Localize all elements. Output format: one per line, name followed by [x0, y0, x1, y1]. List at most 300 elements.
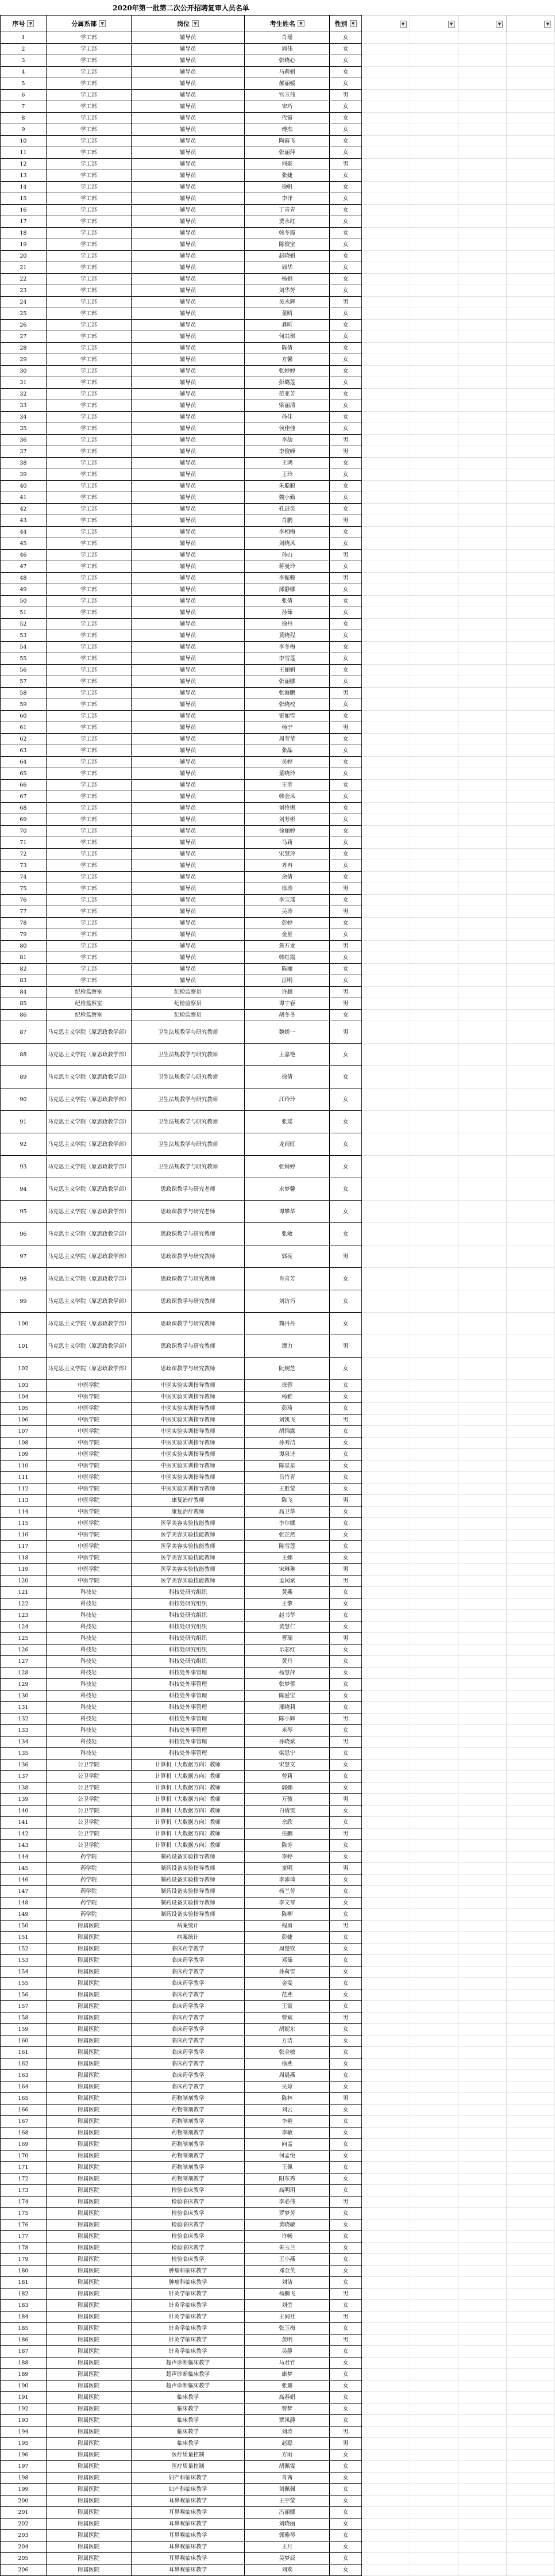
cell-department[interactable]: 马克思主义学院（原思政教学部）	[46, 1044, 131, 1066]
cell-position[interactable]: 耳鼻喉临床教学	[131, 2496, 245, 2507]
cell-name[interactable]: 马莉	[245, 837, 330, 849]
cell-index[interactable]: 132	[1, 1713, 47, 1725]
cell-index[interactable]: 86	[1, 1010, 47, 1021]
cell-index[interactable]: 135	[1, 1748, 47, 1759]
empty-cell[interactable]	[410, 1111, 458, 1133]
cell-gender[interactable]: 男	[330, 2438, 362, 2450]
empty-cell[interactable]	[410, 2392, 458, 2404]
cell-department[interactable]: 附属医院	[46, 1966, 131, 1978]
empty-cell[interactable]	[506, 1748, 554, 1759]
cell-department[interactable]: 学工部	[46, 504, 131, 515]
cell-index[interactable]: 48	[1, 573, 47, 584]
empty-cell[interactable]	[458, 596, 507, 607]
cell-name[interactable]: 王嘉艳	[245, 1044, 330, 1066]
empty-cell[interactable]	[410, 1426, 458, 1438]
cell-gender[interactable]: 女	[330, 711, 362, 722]
cell-index[interactable]: 54	[1, 642, 47, 653]
empty-cell[interactable]	[506, 90, 554, 101]
cell-name[interactable]: 吴永辉	[245, 297, 330, 308]
empty-cell[interactable]	[410, 216, 458, 228]
cell-gender[interactable]: 女	[330, 2484, 362, 2496]
cell-index[interactable]: 10	[1, 136, 47, 147]
cell-department[interactable]: 学工部	[46, 826, 131, 837]
cell-index[interactable]: 200	[1, 2496, 47, 2507]
empty-cell[interactable]	[410, 1223, 458, 1245]
cell-department[interactable]: 附属医院	[46, 2312, 131, 2323]
empty-cell[interactable]	[506, 2288, 554, 2300]
empty-cell[interactable]	[362, 1840, 410, 1851]
cell-department[interactable]: 学工部	[46, 573, 131, 584]
cell-position[interactable]: 辅导员	[131, 826, 245, 837]
cell-position[interactable]: 思政课教学与研究老师	[131, 1201, 245, 1223]
cell-gender[interactable]: 女	[330, 596, 362, 607]
cell-name[interactable]: 宫玉伟	[245, 90, 330, 101]
cell-index[interactable]: 102	[1, 1358, 47, 1380]
empty-cell[interactable]	[506, 2208, 554, 2220]
empty-cell[interactable]	[458, 814, 507, 826]
empty-cell[interactable]	[362, 1178, 410, 1201]
empty-cell[interactable]	[458, 584, 507, 596]
empty-cell[interactable]	[410, 952, 458, 964]
empty-cell[interactable]	[506, 2472, 554, 2484]
cell-position[interactable]: 康复治疗教师	[131, 1495, 245, 1506]
empty-cell[interactable]	[506, 1633, 554, 1644]
cell-index[interactable]: 65	[1, 768, 47, 780]
empty-cell[interactable]	[506, 1667, 554, 1679]
cell-name[interactable]: 白倩雯	[245, 1805, 330, 1817]
cell-department[interactable]: 公卫学院	[46, 1759, 131, 1771]
cell-position[interactable]: 制药设备实验指导教师	[131, 1851, 245, 1863]
cell-gender[interactable]: 女	[330, 1449, 362, 1460]
cell-name[interactable]: 徐丽婷	[245, 826, 330, 837]
cell-position[interactable]: 辅导员	[131, 676, 245, 688]
empty-cell[interactable]	[410, 2415, 458, 2426]
cell-gender[interactable]: 男	[330, 90, 362, 101]
empty-cell[interactable]	[362, 1495, 410, 1506]
cell-department[interactable]: 附属医院	[46, 2012, 131, 2024]
empty-cell[interactable]	[506, 193, 554, 205]
cell-gender[interactable]: 女	[330, 2185, 362, 2196]
empty-cell[interactable]	[458, 2242, 507, 2254]
cell-name[interactable]: 高春娟	[245, 2392, 330, 2404]
cell-gender[interactable]: 女	[330, 1771, 362, 1782]
empty-cell[interactable]	[410, 1702, 458, 1713]
cell-department[interactable]: 学工部	[46, 228, 131, 239]
empty-cell[interactable]	[458, 872, 507, 883]
cell-name[interactable]: 何其琪	[245, 331, 330, 343]
empty-cell[interactable]	[410, 1828, 458, 1840]
empty-cell[interactable]	[458, 2530, 507, 2542]
cell-department[interactable]: 药学院	[46, 1874, 131, 1886]
empty-cell[interactable]	[362, 1088, 410, 1111]
cell-name[interactable]: 刘芳彬	[245, 814, 330, 826]
cell-department[interactable]: 科技处	[46, 1736, 131, 1748]
cell-department[interactable]: 药学院	[46, 1863, 131, 1874]
cell-index[interactable]: 100	[1, 1313, 47, 1335]
cell-name[interactable]: 张敏	[245, 1223, 330, 1245]
empty-cell[interactable]	[410, 1552, 458, 1564]
empty-cell[interactable]	[410, 998, 458, 1010]
empty-cell[interactable]	[458, 550, 507, 561]
cell-gender[interactable]: 女	[330, 872, 362, 883]
cell-index[interactable]: 16	[1, 205, 47, 216]
cell-name[interactable]: 汪明	[245, 975, 330, 987]
empty-cell[interactable]	[410, 423, 458, 435]
empty-cell[interactable]	[506, 1725, 554, 1736]
empty-cell[interactable]	[410, 32, 458, 44]
cell-gender[interactable]: 女	[330, 2139, 362, 2150]
empty-cell[interactable]	[506, 1483, 554, 1495]
empty-cell[interactable]	[458, 1414, 507, 1426]
empty-cell[interactable]	[506, 929, 554, 941]
cell-gender[interactable]: 女	[330, 1178, 362, 1201]
empty-cell[interactable]	[458, 964, 507, 975]
empty-cell[interactable]	[362, 676, 410, 688]
cell-index[interactable]: 45	[1, 538, 47, 550]
cell-position[interactable]: 辅导员	[131, 688, 245, 699]
empty-cell[interactable]	[458, 2507, 507, 2518]
cell-name[interactable]: 魏丹丹	[245, 1313, 330, 1335]
cell-position[interactable]: 卫生法规教学与研究教师	[131, 1021, 245, 1044]
empty-cell[interactable]	[362, 527, 410, 538]
cell-department[interactable]: 学工部	[46, 274, 131, 285]
cell-gender[interactable]: 男	[330, 1713, 362, 1725]
empty-cell[interactable]	[362, 492, 410, 504]
cell-index[interactable]: 176	[1, 2220, 47, 2231]
empty-cell[interactable]	[506, 343, 554, 354]
empty-cell[interactable]	[458, 366, 507, 377]
cell-index[interactable]: 147	[1, 1886, 47, 1897]
empty-cell[interactable]	[506, 895, 554, 906]
cell-index[interactable]: 17	[1, 216, 47, 228]
empty-cell[interactable]	[410, 1886, 458, 1897]
cell-index[interactable]: 148	[1, 1897, 47, 1909]
cell-gender[interactable]: 女	[330, 389, 362, 400]
empty-cell[interactable]	[410, 446, 458, 458]
cell-name[interactable]: 孙秀洁	[245, 1438, 330, 1449]
empty-cell[interactable]	[410, 607, 458, 619]
cell-name[interactable]: 郭雅琴	[245, 2530, 330, 2542]
empty-cell[interactable]	[458, 2426, 507, 2438]
cell-index[interactable]: 90	[1, 1088, 47, 1111]
cell-gender[interactable]: 女	[330, 1392, 362, 1403]
cell-name[interactable]: 刘涛	[245, 2426, 330, 2438]
empty-cell[interactable]	[410, 170, 458, 182]
empty-cell[interactable]	[362, 320, 410, 331]
empty-cell[interactable]	[506, 2012, 554, 2024]
empty-cell[interactable]	[362, 343, 410, 354]
empty-cell[interactable]	[458, 2220, 507, 2231]
cell-index[interactable]: 157	[1, 2001, 47, 2012]
cell-position[interactable]: 科技处研究组织	[131, 1644, 245, 1656]
cell-position[interactable]: 辅导员	[131, 492, 245, 504]
cell-gender[interactable]: 女	[330, 699, 362, 711]
cell-index[interactable]: 181	[1, 2277, 47, 2288]
empty-cell[interactable]	[410, 2553, 458, 2564]
cell-position[interactable]: 科技处研究组织	[131, 1621, 245, 1633]
cell-gender[interactable]: 男	[330, 2312, 362, 2323]
cell-department[interactable]: 学工部	[46, 791, 131, 803]
cell-gender[interactable]: 女	[330, 366, 362, 377]
empty-cell[interactable]	[458, 1771, 507, 1782]
cell-position[interactable]: 辅导员	[131, 354, 245, 366]
empty-cell[interactable]	[410, 918, 458, 929]
cell-position[interactable]: 制药设备实验指导教师	[131, 1886, 245, 1897]
empty-cell[interactable]	[506, 2185, 554, 2196]
empty-cell[interactable]	[410, 400, 458, 412]
empty-cell[interactable]	[410, 2242, 458, 2254]
empty-cell[interactable]	[362, 515, 410, 527]
cell-position[interactable]: 辅导员	[131, 136, 245, 147]
cell-name[interactable]: 陈林	[245, 2093, 330, 2104]
cell-index[interactable]: 4	[1, 67, 47, 78]
cell-gender[interactable]: 女	[330, 1851, 362, 1863]
empty-cell[interactable]	[506, 2450, 554, 2461]
empty-cell[interactable]	[458, 205, 507, 216]
empty-cell[interactable]	[410, 1736, 458, 1748]
empty-cell[interactable]	[362, 2070, 410, 2082]
cell-department[interactable]: 学工部	[46, 780, 131, 791]
empty-cell[interactable]	[410, 1897, 458, 1909]
empty-cell[interactable]	[458, 2288, 507, 2300]
empty-cell[interactable]	[458, 1874, 507, 1886]
empty-cell[interactable]	[362, 136, 410, 147]
cell-gender[interactable]: 女	[330, 1909, 362, 1920]
cell-department[interactable]: 附属医院	[46, 2093, 131, 2104]
cell-index[interactable]: 51	[1, 607, 47, 619]
cell-gender[interactable]: 女	[330, 2174, 362, 2185]
empty-cell[interactable]	[458, 2518, 507, 2530]
cell-gender[interactable]: 女	[330, 584, 362, 596]
cell-index[interactable]: 191	[1, 2392, 47, 2404]
cell-department[interactable]: 学工部	[46, 803, 131, 814]
cell-department[interactable]: 学工部	[46, 320, 131, 331]
cell-name[interactable]: 胡冬冬	[245, 1010, 330, 1021]
cell-name[interactable]: 王娜	[245, 1552, 330, 1564]
cell-name[interactable]: 孙晓斌	[245, 1736, 330, 1748]
empty-cell[interactable]	[410, 711, 458, 722]
empty-cell[interactable]	[506, 1245, 554, 1268]
empty-cell[interactable]	[362, 78, 410, 90]
empty-cell[interactable]	[506, 653, 554, 665]
cell-gender[interactable]: 女	[330, 78, 362, 90]
cell-index[interactable]: 172	[1, 2174, 47, 2185]
cell-department[interactable]: 学工部	[46, 331, 131, 343]
empty-cell[interactable]	[362, 2564, 410, 2576]
empty-cell[interactable]	[410, 1966, 458, 1978]
cell-department[interactable]: 科技处	[46, 1702, 131, 1713]
cell-index[interactable]: 161	[1, 2047, 47, 2058]
empty-cell[interactable]	[458, 1989, 507, 2001]
empty-cell[interactable]	[410, 320, 458, 331]
cell-name[interactable]: 蒋曼玲	[245, 561, 330, 573]
empty-cell[interactable]	[410, 1874, 458, 1886]
cell-index[interactable]: 174	[1, 2196, 47, 2208]
cell-position[interactable]: 医学美容实验技能教师	[131, 1564, 245, 1575]
cell-name[interactable]: 刘晓风	[245, 538, 330, 550]
cell-department[interactable]: 公卫学院	[46, 1782, 131, 1794]
empty-cell[interactable]	[458, 1794, 507, 1805]
empty-cell[interactable]	[458, 285, 507, 297]
cell-position[interactable]: 辅导员	[131, 941, 245, 952]
cell-position[interactable]: 药物制剂教学	[131, 2162, 245, 2174]
empty-cell[interactable]	[458, 331, 507, 343]
cell-index[interactable]: 177	[1, 2231, 47, 2242]
empty-cell[interactable]	[458, 1313, 507, 1335]
cell-department[interactable]: 学工部	[46, 262, 131, 274]
cell-gender[interactable]: 女	[330, 2507, 362, 2518]
empty-cell[interactable]	[410, 814, 458, 826]
empty-cell[interactable]	[410, 803, 458, 814]
empty-cell[interactable]	[506, 1575, 554, 1587]
empty-cell[interactable]	[362, 1828, 410, 1840]
cell-position[interactable]: 辅导员	[131, 44, 245, 55]
cell-position[interactable]: 科技处研究组织	[131, 1656, 245, 1667]
empty-cell[interactable]	[410, 1587, 458, 1598]
empty-cell[interactable]	[362, 665, 410, 676]
empty-cell[interactable]	[362, 124, 410, 136]
empty-cell[interactable]	[458, 1133, 507, 1156]
empty-cell[interactable]	[410, 2484, 458, 2496]
cell-position[interactable]: 药物制剂教学	[131, 2174, 245, 2185]
empty-cell[interactable]	[410, 1506, 458, 1518]
cell-position[interactable]: 辅导员	[131, 584, 245, 596]
empty-cell[interactable]	[458, 1044, 507, 1066]
cell-department[interactable]: 学工部	[46, 170, 131, 182]
empty-cell[interactable]	[506, 32, 554, 44]
empty-cell[interactable]	[506, 1223, 554, 1245]
empty-cell[interactable]	[410, 2277, 458, 2288]
empty-cell[interactable]	[410, 1358, 458, 1380]
cell-index[interactable]: 195	[1, 2438, 47, 2450]
empty-cell[interactable]	[362, 2323, 410, 2334]
empty-cell[interactable]	[458, 653, 507, 665]
empty-cell[interactable]	[362, 2346, 410, 2358]
cell-name[interactable]: 孙山	[245, 550, 330, 561]
cell-department[interactable]: 附属医院	[46, 2266, 131, 2277]
empty-cell[interactable]	[410, 2346, 458, 2358]
cell-position[interactable]: 思政课教学与研究教师	[131, 1245, 245, 1268]
empty-cell[interactable]	[362, 2369, 410, 2380]
empty-cell[interactable]	[362, 1943, 410, 1955]
empty-cell[interactable]	[362, 297, 410, 308]
cell-position[interactable]: 辅导员	[131, 147, 245, 159]
empty-cell[interactable]	[410, 1610, 458, 1621]
cell-department[interactable]: 马克思主义学院（原思政教学部）	[46, 1313, 131, 1335]
cell-index[interactable]: 159	[1, 2024, 47, 2035]
cell-gender[interactable]: 女	[330, 1313, 362, 1335]
empty-cell[interactable]	[362, 2035, 410, 2047]
cell-gender[interactable]: 女	[330, 193, 362, 205]
cell-department[interactable]: 学工部	[46, 872, 131, 883]
cell-name[interactable]: 贾永红	[245, 216, 330, 228]
empty-cell[interactable]	[362, 2254, 410, 2266]
cell-gender[interactable]: 女	[330, 2553, 362, 2564]
cell-index[interactable]: 71	[1, 837, 47, 849]
empty-cell[interactable]	[362, 216, 410, 228]
cell-department[interactable]: 马克思主义学院（原思政教学部）	[46, 1178, 131, 1201]
empty-cell[interactable]	[410, 1955, 458, 1966]
cell-position[interactable]: 耳鼻喉临床教学	[131, 2553, 245, 2564]
cell-name[interactable]: 肖青芳	[245, 1268, 330, 1290]
empty-cell[interactable]	[506, 2438, 554, 2450]
cell-department[interactable]: 学工部	[46, 630, 131, 642]
empty-cell[interactable]	[458, 1156, 507, 1178]
cell-gender[interactable]: 男	[330, 1495, 362, 1506]
cell-index[interactable]: 36	[1, 435, 47, 446]
cell-position[interactable]: 超声诊断临床教学	[131, 2380, 245, 2392]
empty-cell[interactable]	[410, 1178, 458, 1201]
cell-index[interactable]: 141	[1, 1817, 47, 1828]
cell-position[interactable]: 医疗质量控制	[131, 2461, 245, 2472]
cell-index[interactable]: 197	[1, 2461, 47, 2472]
header-cell-blank[interactable]	[362, 16, 410, 32]
cell-department[interactable]: 附属医院	[46, 2047, 131, 2058]
empty-cell[interactable]	[410, 2438, 458, 2450]
cell-name[interactable]: 谭力	[245, 1335, 330, 1358]
cell-position[interactable]: 中医实验实训指导教师	[131, 1483, 245, 1495]
empty-cell[interactable]	[506, 2300, 554, 2312]
cell-index[interactable]: 111	[1, 1472, 47, 1483]
empty-cell[interactable]	[410, 2426, 458, 2438]
empty-cell[interactable]	[410, 2196, 458, 2208]
empty-cell[interactable]	[506, 1897, 554, 1909]
cell-index[interactable]: 166	[1, 2104, 47, 2116]
cell-name[interactable]: 吴涛	[245, 906, 330, 918]
empty-cell[interactable]	[458, 101, 507, 113]
empty-cell[interactable]	[458, 2369, 507, 2380]
cell-department[interactable]: 学工部	[46, 883, 131, 895]
cell-index[interactable]: 186	[1, 2334, 47, 2346]
header-cell-name[interactable]: 考生姓名 ▼	[245, 16, 330, 32]
cell-index[interactable]: 103	[1, 1380, 47, 1392]
empty-cell[interactable]	[506, 1313, 554, 1335]
cell-index[interactable]: 99	[1, 1290, 47, 1313]
cell-name[interactable]: 李尔娜	[245, 1518, 330, 1529]
empty-cell[interactable]	[362, 998, 410, 1010]
cell-position[interactable]: 辅导员	[131, 228, 245, 239]
cell-department[interactable]: 附属医院	[46, 2128, 131, 2139]
empty-cell[interactable]	[410, 2093, 458, 2104]
cell-gender[interactable]: 女	[330, 1690, 362, 1702]
empty-cell[interactable]	[506, 538, 554, 550]
cell-index[interactable]: 56	[1, 665, 47, 676]
empty-cell[interactable]	[410, 1066, 458, 1088]
cell-position[interactable]: 辅导员	[131, 791, 245, 803]
cell-index[interactable]: 140	[1, 1805, 47, 1817]
cell-gender[interactable]: 女	[330, 1621, 362, 1633]
empty-cell[interactable]	[362, 239, 410, 251]
cell-gender[interactable]: 女	[330, 803, 362, 814]
cell-gender[interactable]: 女	[330, 2530, 362, 2542]
cell-position[interactable]: 中医实验实训指导教师	[131, 1392, 245, 1403]
cell-position[interactable]: 辅导员	[131, 262, 245, 274]
empty-cell[interactable]	[362, 1874, 410, 1886]
empty-cell[interactable]	[362, 1506, 410, 1518]
cell-gender[interactable]: 女	[330, 147, 362, 159]
cell-department[interactable]: 学工部	[46, 389, 131, 400]
cell-department[interactable]: 学工部	[46, 366, 131, 377]
cell-department[interactable]: 科技处	[46, 1725, 131, 1736]
empty-cell[interactable]	[362, 55, 410, 67]
empty-cell[interactable]	[458, 458, 507, 469]
cell-index[interactable]: 118	[1, 1552, 47, 1564]
cell-position[interactable]: 科技处外事管理	[131, 1667, 245, 1679]
empty-cell[interactable]	[506, 2346, 554, 2358]
empty-cell[interactable]	[410, 1725, 458, 1736]
cell-position[interactable]: 计算机（大数据方向）教师	[131, 1782, 245, 1794]
cell-index[interactable]: 199	[1, 2484, 47, 2496]
